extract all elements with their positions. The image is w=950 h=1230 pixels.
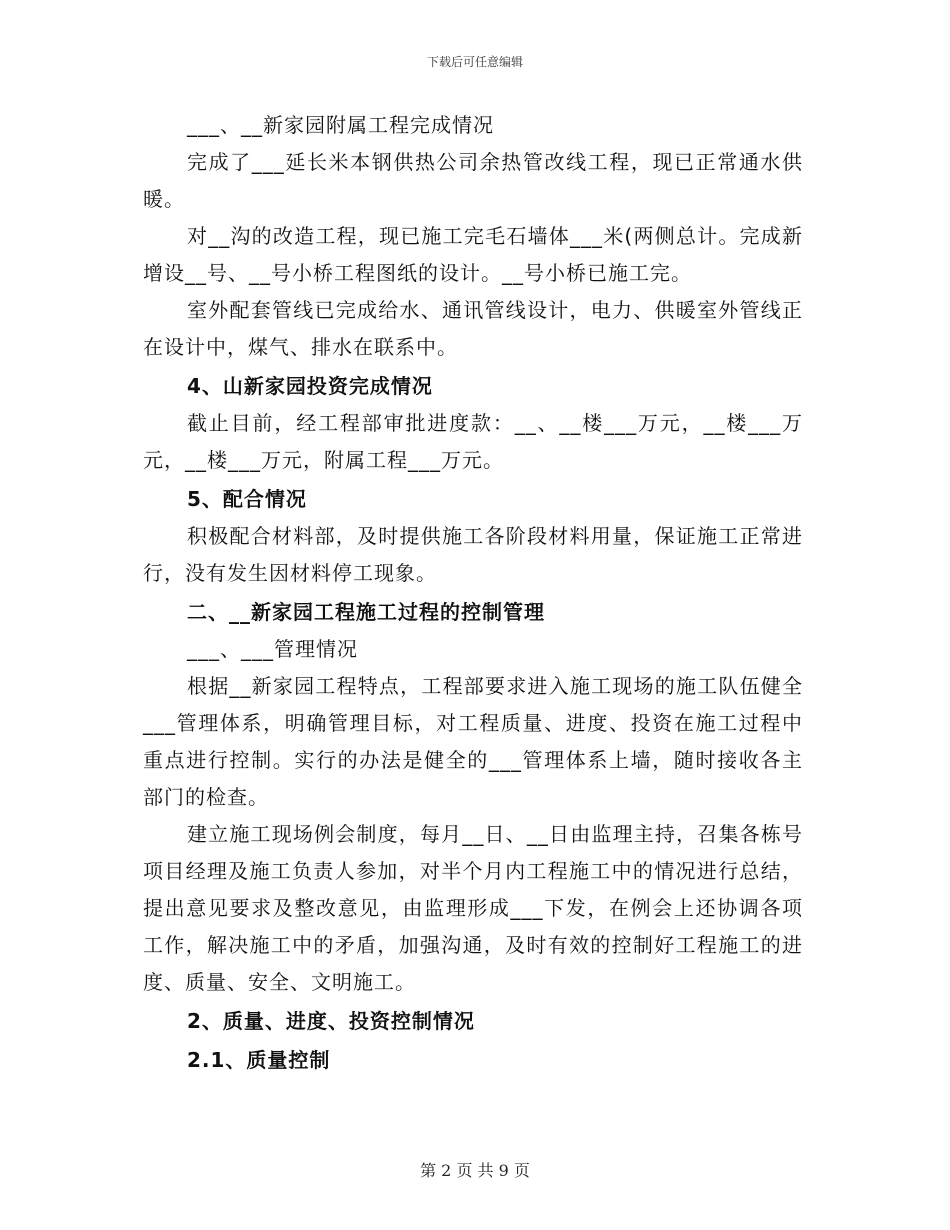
paragraph-2: 完成了___延长米本钢供热公司余热管改线工程，现已正常通水供暖。 bbox=[143, 150, 803, 211]
heading-quality-progress: 2、质量、进度、投资控制情况 bbox=[187, 1009, 475, 1033]
page-header: 下载后可任意编辑 bbox=[426, 55, 523, 69]
paragraph-4: 室外配套管线已完成给水、通讯管线设计，电力、供暖室外管线正在设计中，煤气、排水在联系中。 bbox=[143, 298, 803, 359]
heading-investment: 4、山新家园投资完成情况 bbox=[187, 374, 433, 398]
page-footer: 第 2 页 共 9 页 bbox=[420, 1161, 530, 1180]
paragraph-12: 建立施工现场例会制度，每月__日、__日由监理主持，召集各栋号项目经理及施工负责人参加，对半个月内工程施工中的情况进行总结，提出意见要求及整改意见，由监理形成___下发，在例会上还协调各项工作，解决施工中的矛盾，加强沟通，及时有效的控制好工程施工的进度、质量、安全、文明施工。 bbox=[143, 822, 803, 994]
paragraph-11: 根据__新家园工程特点，工程部要求进入施工现场的施工队伍健全___管理体系，明确管理目标，对工程质量、进度、投资在施工过程中重点进行控制。实行的办法是健全的___管理体系上墙，随时接收各主部门的检查。 bbox=[143, 674, 803, 809]
heading-quality-control: 2.1、质量控制 bbox=[187, 1048, 331, 1072]
document-body bbox=[143, 107, 803, 1079]
heading-control-management: 二、__新家园工程施工过程的控制管理 bbox=[187, 600, 545, 624]
paragraph-10: ___、___管理情况 bbox=[187, 637, 358, 661]
paragraph-3: 对__沟的改造工程，现已施工完毛石墙体___米(两侧总计。完成新增设__号、__号小桥工程图纸的设计。__号小桥已施工完。 bbox=[143, 224, 803, 285]
heading-cooperation: 5、配合情况 bbox=[187, 487, 307, 511]
paragraph-6: 截止目前，经工程部审批进度款：__、__楼___万元，__楼___万元，__楼___万元，附属工程___万元。 bbox=[143, 411, 803, 472]
paragraph-8: 积极配合材料部，及时提供施工各阶段材料用量，保证施工正常进行，没有发生因材料停工现象。 bbox=[143, 524, 803, 585]
paragraph-1: ___、__新家园附属工程完成情况 bbox=[187, 113, 494, 137]
